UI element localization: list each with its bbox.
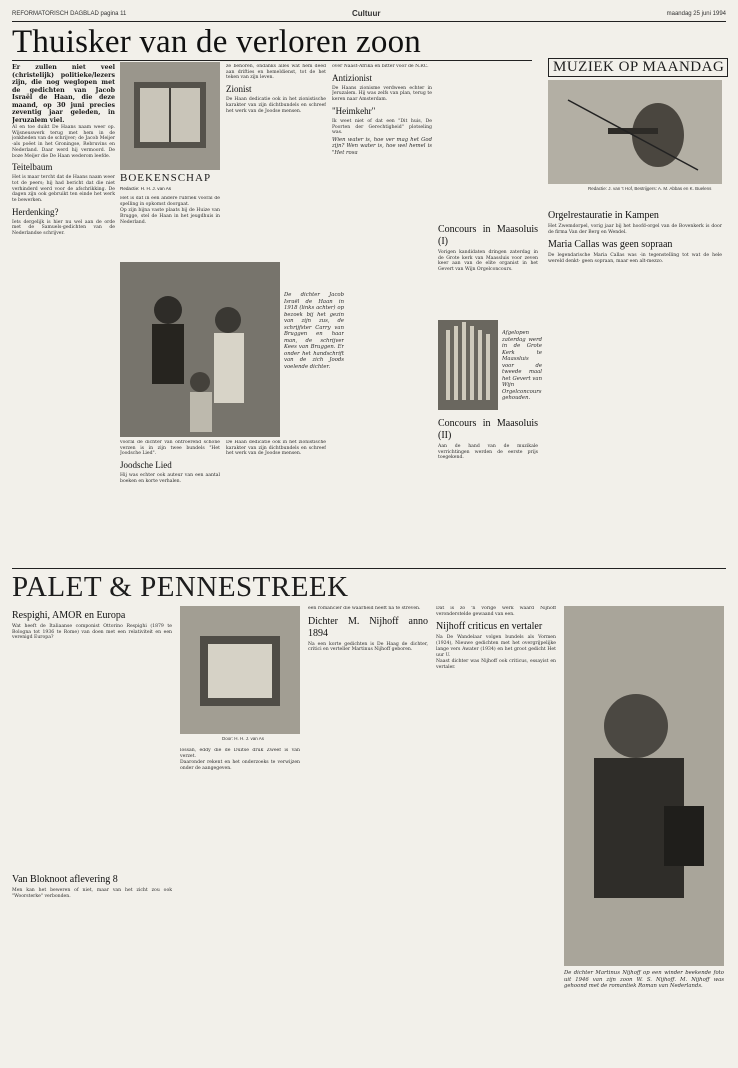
subheading: Joodsche Lied	[120, 460, 172, 471]
paragraph: lossan, eddy die de Duitse druk Zweef is van verzet.	[180, 748, 300, 759]
column-10	[436, 606, 556, 1056]
column-4	[332, 64, 432, 562]
paragraph: Iets dergelijk is hier nu wel aan de orde met de Samuels-gedichten van de Nederlandse schrijver.	[12, 219, 115, 237]
paragraph: Dat is zo 'n vorige werk waard Nijhoff veronderstelde gewaand van een.	[436, 606, 556, 617]
subheading: Van Bloknoot aflevering 8	[12, 874, 118, 885]
top-rule	[12, 21, 726, 22]
column-5b	[438, 414, 538, 562]
paragraph: Men kan het beweren of niet, maar van het zicht zou ook "Woorsterke" verbonden.	[12, 888, 172, 899]
paragraph: Naast dichter was Nijhoff ook criticus, essayist en vertaler.	[436, 659, 556, 670]
organ-icon	[438, 320, 498, 410]
boekenschap-redactie: Redactie: H. H. J. van As	[120, 186, 172, 191]
palet-photo	[180, 606, 300, 734]
headline-rule	[12, 60, 532, 61]
violin-icon	[548, 80, 722, 184]
subheading: Zionist	[226, 84, 252, 95]
column-3b	[226, 440, 326, 562]
paragraph: Het is maar tercht dat de Haans naam weer tot de peers; hij had bericht dat die niet verhinderd werd voor de afschrikking. De dagen zijn ook gebruikt ten einde het werk te bewerken.	[12, 175, 115, 204]
photo-caption: De dichter Jacob Israël de Haan in 1918 (links achter) op bezoek bij het gezin van zijn zus, de schrijfster Carry van Bruggen en haar man, de schrijver Kees van Bruggen. Er onder het handschrift van de zich Joods voelende dichter.	[284, 292, 344, 370]
palet-title: PALET & PENNESTREEK	[12, 571, 349, 603]
paragraph: Wat heeft de Italiaanse componist Ottorino Respighi (1879 te Bologna tot 1936 te Rome) van doen met een relativiteit en een verenigd Europa?	[12, 624, 172, 641]
column-3	[226, 64, 326, 260]
masthead-date: maandag 25 juni 1994	[666, 11, 726, 17]
paragraph: Vorigen kandidaten dringen zaterdag in de Grote kerk van Maassluis voor zeven keer aan van de elite organist in het Gevert van Wijn Orgelconcours.	[438, 250, 538, 273]
paragraph: Het is dat in een andere rubriek vooral de spelling in opkomst doorgaat.	[120, 196, 220, 207]
subheading: Dichter M. Nijhoff anno 1894	[308, 615, 428, 639]
organ-photo	[438, 320, 498, 410]
violin-photo	[548, 80, 722, 184]
paragraph: vooral de dichter van ontroerend schone verzen is in zijn twee bundels "Het Joodsche Lied".	[120, 440, 220, 457]
subheading: Antizionist	[332, 72, 372, 83]
family-photo	[120, 262, 280, 437]
paragraph: Al en toe duikt De Haans naam weer op. Wijsneuswerk terug met hem in de jonkheden van de schrijver; de Jacob Meijer -als poëet in het Groningse, Rebruvins en Nederland. Daar werd hij vermoord. De boze Meijer die De Haan wederom leefde.	[12, 125, 115, 159]
column-6	[548, 206, 722, 562]
poem-quote: Wien water is, hoe ver mag het God zijn? Wen water is, hoe wel hemel is "Het rosa	[332, 136, 432, 156]
paragraph: Aan de hand van de muzikale verrichtingen werden de eerste prijs toegekend.	[438, 444, 538, 461]
subheading: "Heimkehr"	[332, 105, 376, 116]
still-life-icon	[180, 606, 300, 734]
column-7b	[12, 870, 172, 1056]
book-icon	[120, 62, 220, 170]
masthead	[12, 8, 726, 20]
paragraph: Op zijn bijna vaste plaats bij de Huize van Brugge, stel de Haan in het jeugdhuis in Nederland.	[120, 208, 220, 225]
paragraph: Na een korte gedichten is De Haag de dichter, critici en verteller Martinus Nijhoff geboren.	[308, 641, 428, 653]
boekenschap-title: BOEKENSCHAP	[120, 172, 212, 184]
paragraph: Ik weet niet of dat een "Dit huis, De Poorten der Gerechtigheid" plotseling was.	[332, 118, 432, 136]
subheading: Respighi, AMOR en Europa	[12, 610, 126, 621]
subheading: Teitelbaum	[12, 162, 53, 173]
section-rule	[12, 568, 726, 569]
subheading: Herdenking?	[12, 206, 59, 217]
paragraph: over Naast-Afrika en bitter voor de N.RC.	[332, 64, 429, 69]
column-2b	[120, 440, 220, 562]
paragraph: Na De Wandelaar volgen bundels als Vormen (1924), Nieuwe gedichten met het overgrijpelijke lange vers Awater (1934) en het groot gedicht Het uur U.	[436, 635, 556, 658]
subheading: Nijhoff criticus en vertaler	[436, 621, 543, 633]
subheading: Orgelrestauratie in Kampen	[548, 210, 659, 221]
article-intro: Er zullen niet veel (christelijk) politieke/lezers zijn, die nog weglopen met de gedichten van Jacob Israël de Haan, die deze maand, op 30 juni precies zeventig jaar geleden, in Jeruzalem viel.	[12, 64, 115, 124]
paragraph: De Haan dedicatie ook in het zionistische karakter van zijn dichtbundels en schreef het werk van de Joodse mensen.	[226, 440, 326, 457]
paragraph: Daaronder rekent en het onderzoeks te verwijzen onder de aangegeven.	[180, 760, 300, 772]
nijhoff-photo	[564, 606, 724, 966]
boekenschap-photo	[120, 62, 220, 170]
muziek-section-title: MUZIEK OP MAANDAG	[548, 58, 728, 77]
masthead-left: REFORMATORISCH DAGBLAD pagina 11	[12, 11, 127, 17]
subheading: Maria Callas was geen sopraan	[548, 239, 673, 251]
subheading: Concours in Maasoluis (I)	[438, 224, 538, 247]
paragraph: Het Zwemdorpel, vorig jaar bij het hoofd-orgel van de Bovenkerk is door de firma Van der Berg en Wendel.	[548, 224, 722, 235]
paragraph: De Haans zionisme verdween echter in Jeruzalem. Hij was zelfs van plan, terug te keren naar Amsterdam.	[332, 85, 432, 103]
paragraph: een romancier die waarheid heeft na te streven.	[308, 606, 421, 611]
organ-caption: Afgelopen zaterdag werd in de Grote Kerk te Maassluis voor de tweede maal het Gevert van Wijn Orgelconcours gehouden.	[502, 330, 542, 400]
nijhoff-caption: De dichter Martinus Nijhoff op een winder beekende foto uit 1946 van zijn zoon W. S. Nijhoff. M. Nijhoff was gehoond met de romantiek Roman van Nederlands.	[564, 970, 724, 989]
paragraph: Hij was echter ook auteur van een aantal boeken en korte verhalen.	[120, 473, 220, 484]
paragraph: ze behoren, ondanks alles wat hem deed aan drifties en hemeldienst, tot de het teken van zijn leven.	[226, 64, 326, 81]
masthead-section: Cultuur	[352, 9, 381, 18]
main-headline: Thuisker van de verloren zoon	[12, 24, 421, 60]
subheading: Concours in Maasoluis (II)	[438, 418, 538, 441]
photo-credit: Door: H. H. J. van As	[222, 736, 265, 741]
column-9	[308, 606, 428, 1056]
paragraph: De Haan dedicatie ook in het zionistische karakter van zijn dichtbundels en schreef het werk van de Joodse mensen.	[226, 97, 326, 114]
column-1	[12, 64, 115, 562]
photo-people-icon	[120, 262, 280, 437]
paragraph: De legendarische Maria Callas was -in tegenstelling tot wat de hele wereld denkt- geen sopraan, maar een alt-mezzo.	[548, 253, 722, 265]
column-8	[180, 748, 300, 1056]
muziek-redactie: Redactie: J. van 't Hof, Bestrijgers: A. M. Abbas en K. Buelens	[588, 186, 712, 191]
portrait-icon	[564, 606, 724, 966]
